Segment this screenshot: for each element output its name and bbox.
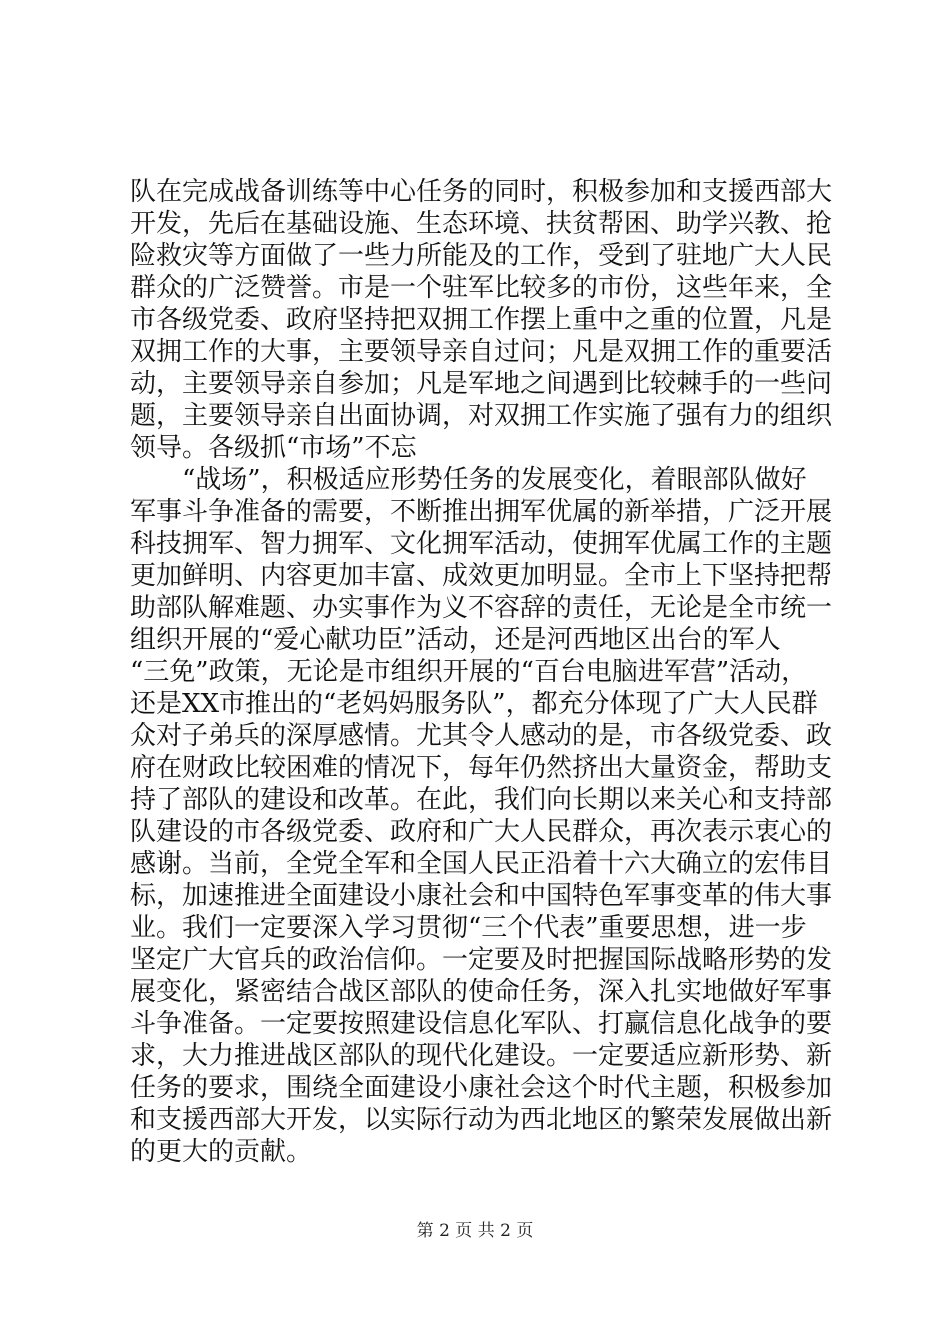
text-line: 领导。各级抓“市场”不忘 bbox=[130, 433, 417, 463]
body-text bbox=[130, 176, 850, 1168]
text-line: “三免”政策，无论是市组织开展的“百台电脑进军营”活动， bbox=[130, 657, 808, 687]
text-line: 开发，先后在基础设施、生态环境、扶贫帮困、助学兴教、抢 bbox=[130, 209, 833, 239]
text-line: 动，主要领导亲自参加；凡是军地之间遇到比较棘手的一些问 bbox=[130, 369, 833, 399]
text-line: 业。我们一定要深入学习贯彻“三个代表”重要思想，进一步 bbox=[130, 913, 807, 943]
text-line: 更加鲜明、内容更加丰富、成效更加明显。全市上下坚持把帮 bbox=[130, 561, 833, 591]
text-line: 和支援西部大开发，以实际行动为西北地区的繁荣发展做出新 bbox=[130, 1105, 833, 1135]
text-line: 险救灾等方面做了一些力所能及的工作，受到了驻地广大人民 bbox=[130, 241, 833, 271]
text-line: 府在财政比较困难的情况下，每年仍然挤出大量资金，帮助支 bbox=[130, 753, 833, 783]
text-line: 任务的要求，围绕全面建设小康社会这个时代主题，积极参加 bbox=[130, 1073, 833, 1103]
text-line: 组织开展的“爱心献功臣”活动，还是河西地区出台的军人 bbox=[130, 625, 781, 655]
text-line: 持了部队的建设和改革。在此，我们向长期以来关心和支持部 bbox=[130, 785, 833, 815]
text-line: 科技拥军、智力拥军、文化拥军活动，使拥军优属工作的主题 bbox=[130, 529, 833, 559]
text-line: 队建设的市各级党委、政府和广大人民群众，再次表示衷心的 bbox=[130, 817, 833, 847]
page-footer bbox=[0, 1216, 950, 1241]
text-line: 标，加速推进全面建设小康社会和中国特色军事变革的伟大事 bbox=[130, 881, 833, 911]
text-line: 群众的广泛赞誉。市是一个驻军比较多的市份，这些年来，全 bbox=[130, 273, 833, 303]
page-number-label: 第 2 页 共 2 页 bbox=[416, 1221, 534, 1241]
text-line: 斗争准备。一定要按照建设信息化军队、打赢信息化战争的要 bbox=[130, 1009, 833, 1039]
text-line: 队在完成战备训练等中心任务的同时，积极参加和支援西部大 bbox=[130, 177, 833, 207]
text-line: 市各级党委、政府坚持把双拥工作摆上重中之重的位置，凡是 bbox=[130, 305, 833, 335]
text-line: 坚定广大官兵的政治信仰。一定要及时把握国际战略形势的发 bbox=[130, 945, 833, 975]
text-line: 众对子弟兵的深厚感情。尤其令人感动的是，市各级党委、政 bbox=[130, 721, 833, 751]
text-line: 展变化，紧密结合战区部队的使命任务，深入扎实地做好军事 bbox=[130, 977, 833, 1007]
text-line: 题，主要领导亲自出面协调，对双拥工作实施了强有力的组织 bbox=[130, 401, 833, 431]
text-line: 求，大力推进战区部队的现代化建设。一定要适应新形势、新 bbox=[130, 1041, 833, 1071]
text-line: 双拥工作的大事，主要领导亲自过问；凡是双拥工作的重要活 bbox=[130, 337, 833, 367]
text-line: “战场”，积极适应形势任务的发展变化，着眼部队做好 bbox=[130, 465, 807, 495]
text-line: 的更大的贡献。 bbox=[130, 1137, 313, 1167]
text-line: 感谢。当前，全党全军和全国人民正沿着十六大确立的宏伟目 bbox=[130, 849, 833, 879]
text-line: 军事斗争准备的需要，不断推出拥军优属的新举措，广泛开展 bbox=[130, 497, 833, 527]
text-line: 还是XX市推出的“老妈妈服务队”，都充分体现了广大人民群 bbox=[130, 689, 818, 719]
text-line: 助部队解难题、办实事作为义不容辞的责任，无论是全市统一 bbox=[130, 593, 833, 623]
